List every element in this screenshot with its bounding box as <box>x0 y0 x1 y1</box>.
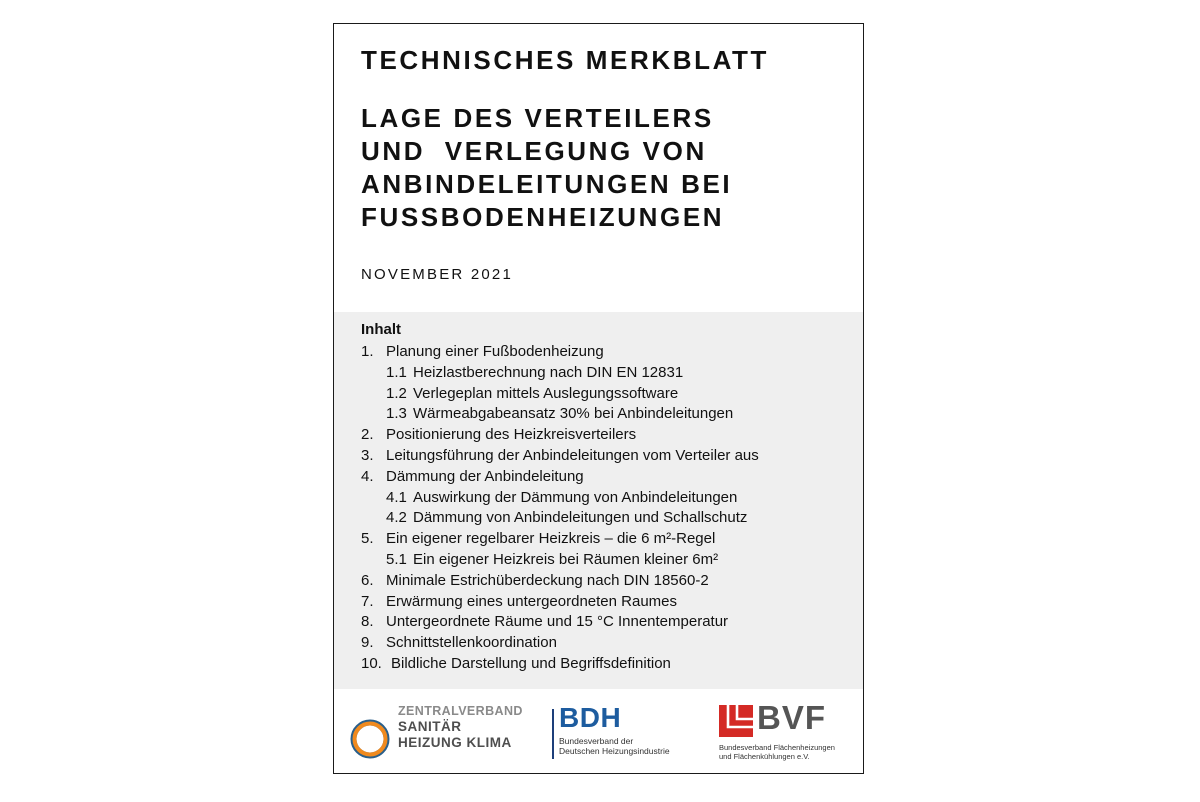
title-line: ANBINDELEITUNGEN BEI <box>361 169 733 199</box>
zvshk-logo <box>348 703 528 763</box>
toc-entry-text: Planung einer Fußbodenheizung <box>386 343 604 360</box>
toc-entry-number: 3. <box>361 446 374 464</box>
toc-list <box>361 342 863 675</box>
zvshk-ring-icon <box>348 717 394 763</box>
bdh-subtitle-line-1: Bundesverband der <box>559 736 634 746</box>
toc-entry-number: 1. <box>361 343 374 360</box>
zvshk-wordmark <box>398 703 523 751</box>
bvf-subtitle <box>719 743 835 761</box>
bvf-subtitle-line-1: Bundesverband Flächenheizungen <box>719 743 835 752</box>
toc-entry <box>361 488 863 509</box>
document-date: NOVEMBER 2021 <box>361 266 513 283</box>
bvf-subtitle-line-2: und Flächenkühlungen e.V. <box>719 752 810 761</box>
bdh-logo <box>552 702 702 763</box>
document-type: TECHNISCHES MERKBLATT <box>361 45 769 75</box>
zvshk-line-2: SANITÄR <box>398 719 462 734</box>
toc-entry <box>361 425 863 446</box>
toc-entry-text: Wärmeabgabeansatz 30% bei Anbindeleitungen <box>413 405 734 423</box>
toc-entry-number: 1.3 <box>386 405 407 423</box>
toc-entry <box>361 446 863 467</box>
toc-entry-text: Dämmung der Anbindeleitung <box>386 467 584 485</box>
toc-entry <box>361 404 863 425</box>
title-block <box>361 44 843 283</box>
toc-entry-number: 4.1 <box>386 488 407 506</box>
toc-entry-text: Minimale Estrichüberdeckung nach DIN 18560-2 <box>386 571 709 589</box>
bdh-divider <box>552 709 554 759</box>
toc-entry <box>361 592 863 613</box>
toc-entry <box>361 571 863 592</box>
toc-entry-text: Bildliche Darstellung und Begriffsdefinition <box>391 654 671 672</box>
bdh-wordmark: BDH <box>559 702 622 733</box>
toc-entry-text: Schnittstellenkoordination <box>386 634 557 652</box>
toc-entry <box>361 612 863 633</box>
toc-entry <box>361 529 863 550</box>
toc-entry-number: 1.2 <box>386 384 407 402</box>
toc-entry-text: Auswirkung der Dämmung von Anbindeleitungen <box>413 488 738 506</box>
toc-entry <box>361 384 863 405</box>
toc-entry-text: Heizlastberechnung nach DIN EN 12831 <box>413 363 684 381</box>
toc-entry-number: 7. <box>361 592 374 610</box>
toc-entry-text: Positionierung des Heizkreisverteilers <box>386 426 637 444</box>
toc-entry-number: 2. <box>361 426 374 444</box>
toc-entry-text: Ein eigener Heizkreis bei Räumen kleiner 6m² <box>413 550 719 568</box>
toc-entry <box>361 654 863 675</box>
toc-entry-number: 5. <box>361 530 374 548</box>
toc-entry <box>361 467 863 488</box>
toc-entry-number: 8. <box>361 613 374 631</box>
bvf-wordmark: BVF <box>757 699 826 736</box>
toc-entry <box>361 342 863 363</box>
toc-entry <box>361 363 863 384</box>
toc-entry <box>361 550 863 571</box>
toc-entry-text: Untergeordnete Räume und 15 °C Innentemperatur <box>386 613 729 631</box>
toc-entry-number: 10. <box>361 654 382 672</box>
title-line: LAGE DES VERTEILERS <box>361 103 714 133</box>
toc-entry-text: Dämmung von Anbindeleitungen und Schallschutz <box>413 509 748 527</box>
toc-entry-number: 4.2 <box>386 509 407 527</box>
document-title <box>361 102 843 234</box>
toc-entry-text: Erwärmung eines untergeordneten Raumes <box>386 592 677 610</box>
bvf-red-squares-icon <box>719 705 753 737</box>
bdh-subtitle-line-2: Deutschen Heizungsindustrie <box>559 746 670 756</box>
bdh-subtitle <box>559 736 670 756</box>
toc-entry-number: 9. <box>361 634 374 652</box>
toc-entry-number: 4. <box>361 467 374 485</box>
toc-entry-number: 6. <box>361 571 374 589</box>
zvshk-line-1: ZENTRALVERBAND <box>398 704 523 718</box>
toc-entry-text: Leitungsführung der Anbindeleitungen vom Verteiler aus <box>386 446 759 464</box>
toc-entry-number: 1.1 <box>386 363 407 381</box>
toc-entry-number: 5.1 <box>386 550 407 568</box>
table-of-contents <box>334 312 863 689</box>
zvshk-line-3: HEIZUNG KLIMA <box>398 735 512 750</box>
toc-entry <box>361 633 863 654</box>
title-line: FUSSBODENHEIZUNGEN <box>361 202 725 232</box>
title-line: UND VERLEGUNG VON <box>361 136 707 166</box>
bvf-logo <box>719 699 859 765</box>
logo-footer <box>334 689 863 774</box>
toc-entry-text: Ein eigener regelbarer Heizkreis – die 6 m²-Regel <box>386 530 716 548</box>
toc-entry-text: Verlegeplan mittels Auslegungssoftware <box>413 384 679 402</box>
toc-entry <box>361 508 863 529</box>
document-page <box>333 23 864 774</box>
toc-heading: Inhalt <box>361 321 401 338</box>
